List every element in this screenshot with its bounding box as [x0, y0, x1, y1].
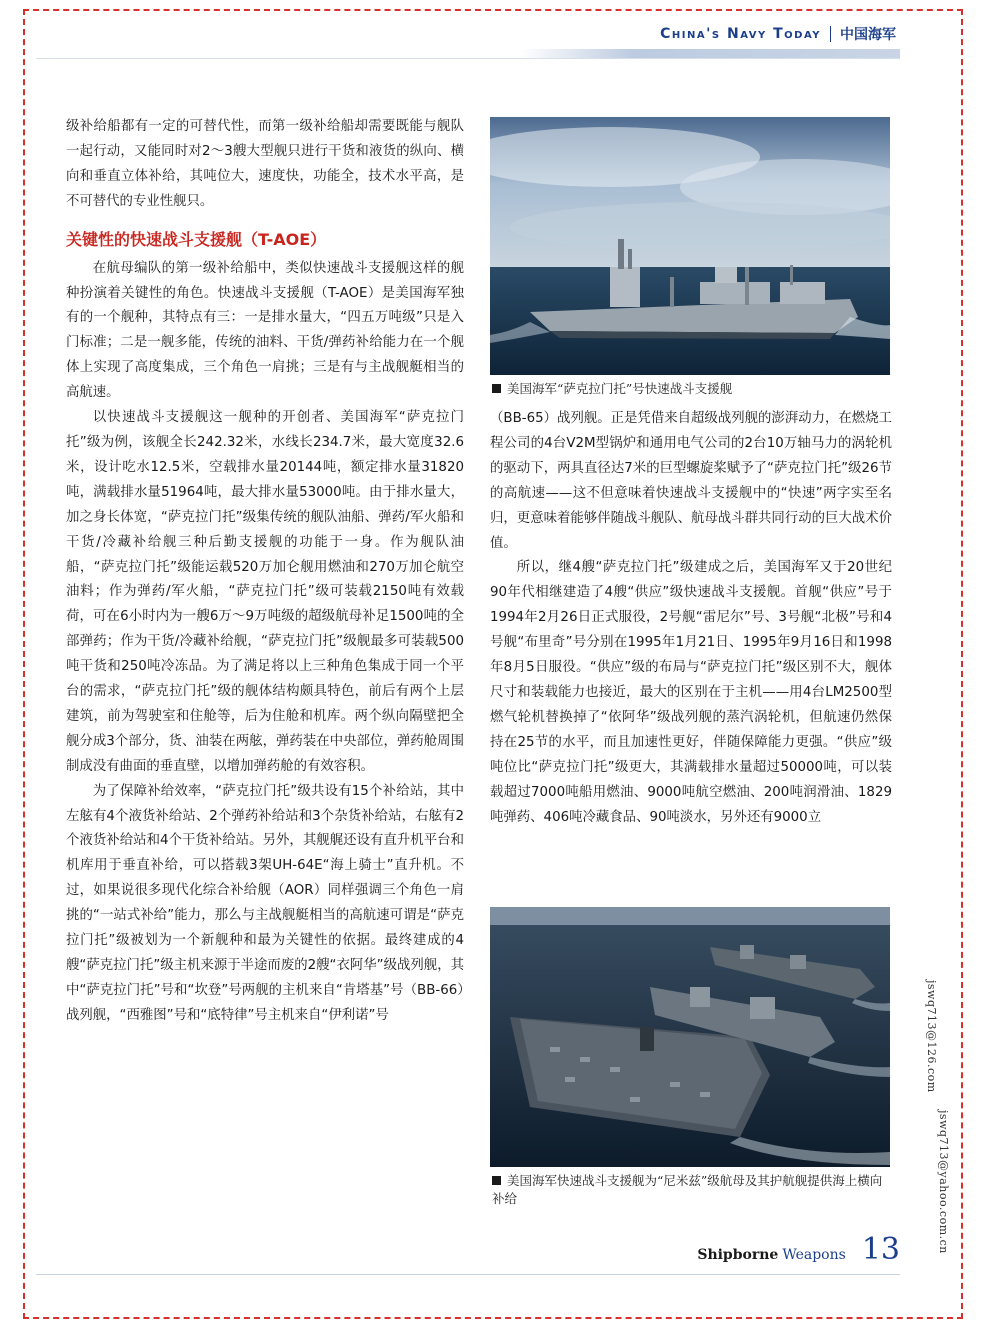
caption-text: 美国海军快速战斗支援舰为“尼米兹”级航母及其护航舰提供海上横向补给 — [492, 1173, 883, 1206]
section-title: 关键性的快速战斗支援舰（T-AOE） — [66, 229, 327, 249]
paragraph: 在航母编队的第一级补给船中，类似快速战斗支援舰这样的舰种扮演着关键性的角色。快速战斗支援舰（T-AOE）是美国海军独有的一个舰种，其特点有三：一是排水量大，“四五万吨级”只是入门标准；二是一舰多能，传统的油料、干货/弹药补给能力在一个舰体上实现了高度集成，三个角色一肩挑；三是有与主战舰艇相当的高航速。 — [66, 260, 464, 401]
magazine-name-part2: Weapons — [782, 1247, 846, 1263]
paragraph: 为了保障补给效率，“萨克拉门托”级共设有15个补给站，其中左舷有4个液货补给站、2个弹药补给站和3个杂货补给站，右舷有2个液货补给站和4个干货补给站。另外，其舰艉还设有直升机平台和机库用于垂直补给，可以搭载3架UH-64E“海上骑士”直升机。不过，如果说很多现代化综合补给舰（AOR）同样强调三个角色一肩挑的“一站式补给”能力，那么与主战舰艇相当的高航速可谓是“萨克拉门托”级被划为一个新舰种和最为关键性的依据。最终建成的4艘“萨克拉门托”级主机来源于半途而废的2艘“衣阿华”级战列舰，其中“萨克拉门托”号和“坎登”号两舰的主机来自“肯塔基”号（BB-66）战列舰，“西雅图”号和“底特律”号主机来自“伊利诺”号 — [66, 783, 464, 1023]
header-divider — [830, 26, 831, 42]
page-footer — [690, 1232, 900, 1272]
caption-text: 美国海军“萨克拉门托”号快速战斗支援舰 — [507, 381, 733, 396]
header-rule — [36, 58, 900, 59]
paragraph: 所以，继4艘“萨克拉门托”级建成之后，美国海军又于20世纪90年代相继建造了4艘“供应”级快速战斗支援舰。首舰“供应”号于1994年2月26日正式服役，2号舰“雷尼尔”号、3号舰“北极”号和4号舰“布里奇”号分别在1995年1月21日、1995年9月16日和1998年8月5日服役。“供应”级的布局与“萨克拉门托”级区别不大，舰体尺寸和装载能力也接近，最大的区别在于主机——用4台LM2500型燃气轮机替换掉了“依阿华”级战列舰的蒸汽涡轮机，但航速仍然保持在25节的水平，而且加速性更好，伴随保障能力更强。“供应”级吨位比“萨克拉门托”级更大，其满载排水量超过50000吨，可以装载超过7000吨船用燃油、9000吨航空燃油、200吨润滑油、1829吨弹药、406吨冷藏食品、90吨淡水，另外还有9000立 — [490, 560, 892, 825]
caption-bullet-icon — [492, 1176, 501, 1185]
magazine-name-part1: Shipborne — [697, 1247, 779, 1263]
footer-rule — [36, 1274, 900, 1275]
left-column — [66, 115, 464, 1029]
running-header — [520, 20, 896, 48]
header-english-title: China's Navy Today — [660, 26, 821, 42]
paragraph: （BB-65）战列舰。正是凭借来自超级战列舰的澎湃动力，在燃烧工程公司的4台V2M型锅炉和通用电气公司的2台10万轴马力的涡轮机的驱动下，两具直径达7米的巨型螺旋桨赋予了“萨克拉门托”级26节的高航速——这不但意味着快速战斗支援舰中的“快速”两字实至名归，更意味着能够伴随战斗舰队、航母战斗群共同行动的巨大战术价值。 — [490, 411, 892, 551]
caption-bullet-icon — [492, 384, 501, 393]
paragraph: 以快速战斗支援舰这一舰种的开创者、美国海军“萨克拉门托”级为例，该舰全长242.32米，水线长234.7米，最大宽度32.6米，设计吃水12.5米，空载排水量20144吨，额定排水量31820吨，满载排水量51964吨，最大排水量53000吨。由于排水量大，加之身长体宽，“萨克拉门托”级集传统的舰队油船、弹药/军火船和干货/冷藏补给舰三种后勤支援舰的功能于一身。作为舰队油船，“萨克拉门托”级能运载520万加仑舰用燃油和270万加仑航空油料；作为弹药/军火船，“萨克拉门托”级可装载2150吨有效载荷，可在6小时内为一艘6万～9万吨级的超级航母补足1500吨的全部弹药；作为干货/冷藏补给舰，“萨克拉门托”级舰最多可装载500吨干货和250吨冷冻品。为了满足将以上三种角色集成于同一个平台的需求，“萨克拉门托”级的舰体结构颇具特色，前后有两个上层建筑，前为驾驶室和住舱等，后为住舱和机库。两个纵向隔壁把全舰分成3个部分，货、油装在两舷，弹药装在中央部位，弹药舱周围制成没有曲面的垂直壁，以增加弹药舱的有效容积。 — [66, 410, 464, 774]
photo-caption — [492, 380, 892, 398]
page-number: 13 — [861, 1232, 900, 1267]
intro-paragraph: 级补给船都有一定的可替代性，而第一级补给船却需要既能与舰队一起行动，又能同时对2～3艘大型舰只进行干货和液货的纵向、横向和垂直立体补给，其吨位大，速度快，功能全，技术水平高，是不可替代的专业性舰只。 — [66, 119, 464, 209]
right-column — [490, 407, 892, 830]
photo-sacramento-ship — [490, 117, 890, 375]
photo-caption — [492, 1172, 892, 1208]
side-email-text: jswq713@yahoo.com.cn — [937, 1110, 950, 1254]
side-email-text: jswq713@126.com — [925, 980, 938, 1093]
photo-replenishment-at-sea — [490, 907, 890, 1167]
header-chinese-title: 中国海军 — [840, 27, 896, 43]
